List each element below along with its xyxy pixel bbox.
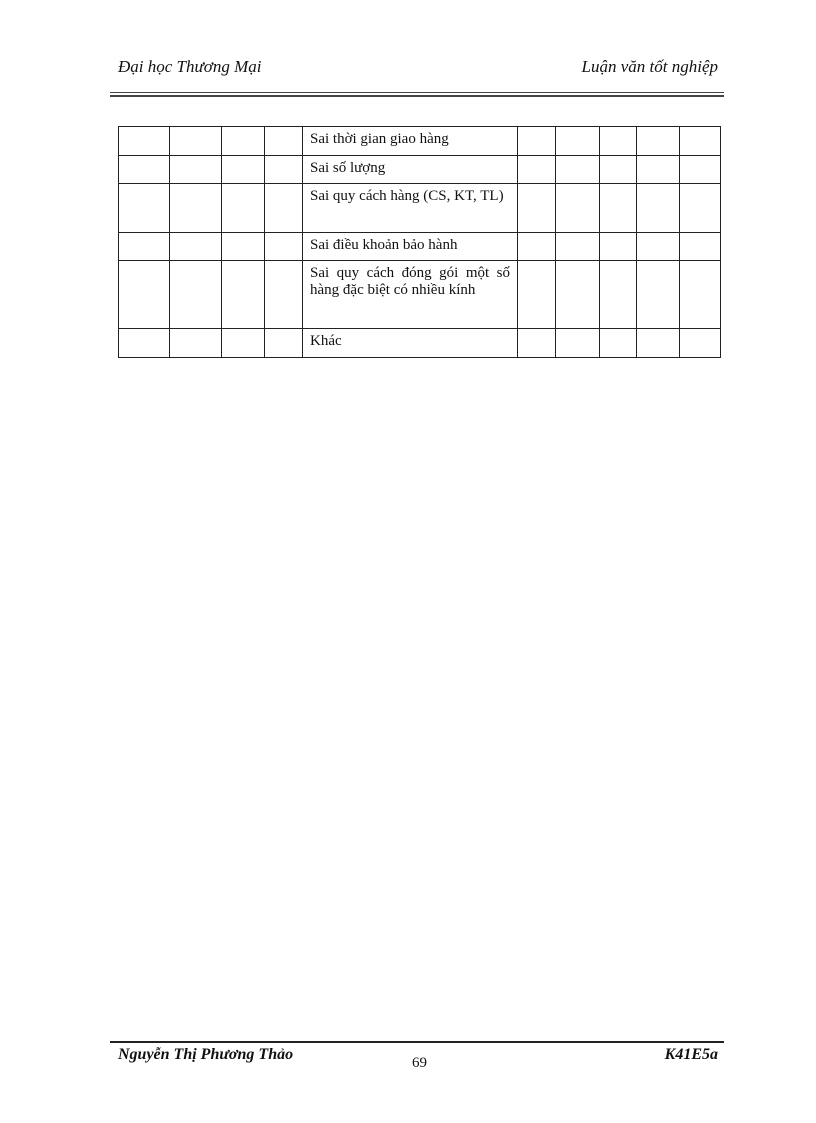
empty-cell [556,127,600,156]
empty-cell [518,156,556,184]
empty-cell [637,127,680,156]
criterion-cell: Sai điều khoản bảo hành [303,233,518,261]
empty-cell [680,156,721,184]
empty-cell [600,127,637,156]
empty-cell [119,233,170,261]
empty-cell [265,184,303,233]
empty-cell [222,329,265,358]
criterion-cell: Sai thời gian giao hàng [303,127,518,156]
empty-cell [600,156,637,184]
criterion-cell: Sai số lượng [303,156,518,184]
empty-cell [222,156,265,184]
empty-cell [518,184,556,233]
empty-cell [600,329,637,358]
empty-cell [680,233,721,261]
table-row [119,329,721,358]
empty-cell [222,233,265,261]
empty-cell [518,261,556,329]
empty-cell [170,329,222,358]
empty-cell [556,329,600,358]
empty-cell [600,184,637,233]
header-rule-thick [110,95,724,97]
footer-class-code: K41E5a [664,1046,718,1063]
table-row [119,127,721,156]
empty-cell [518,329,556,358]
table-row [119,156,721,184]
empty-cell [518,233,556,261]
empty-cell [222,261,265,329]
empty-cell [637,261,680,329]
footer-rule [110,1041,724,1043]
empty-cell [222,184,265,233]
header-document-type: Luận văn tốt nghiệp [581,57,718,76]
empty-cell [119,329,170,358]
empty-cell [119,156,170,184]
empty-cell [265,261,303,329]
header-university: Đại học Thương Mại [118,57,262,76]
empty-cell [637,156,680,184]
empty-cell [680,184,721,233]
table-body [119,127,721,358]
empty-cell [265,156,303,184]
table-row [119,184,721,233]
footer-author: Nguyễn Thị Phương Thảo [118,1046,294,1063]
criterion-cell: Khác [303,329,518,358]
empty-cell [680,329,721,358]
empty-cell [265,127,303,156]
empty-cell [170,127,222,156]
empty-cell [680,127,721,156]
empty-cell [556,261,600,329]
empty-cell [222,127,265,156]
header-rule [110,92,724,93]
page-number: 69 [412,1055,427,1071]
empty-cell [170,261,222,329]
empty-cell [637,184,680,233]
empty-cell [556,233,600,261]
empty-cell [637,329,680,358]
empty-cell [170,233,222,261]
empty-cell [680,261,721,329]
empty-cell [556,184,600,233]
table-row [119,233,721,261]
empty-cell [119,261,170,329]
criterion-cell: Sai quy cách hàng (CS, KT, TL) [303,184,518,233]
empty-cell [600,261,637,329]
empty-cell [119,127,170,156]
empty-cell [170,156,222,184]
empty-cell [265,233,303,261]
criterion-cell: Sai quy cách đóng gói một số hàng đặc biệt có nhiều kính [303,261,518,329]
empty-cell [265,329,303,358]
empty-cell [119,184,170,233]
empty-cell [518,127,556,156]
table-row [119,261,721,329]
empty-cell [637,233,680,261]
empty-cell [170,184,222,233]
empty-cell [556,156,600,184]
evaluation-table [118,126,721,358]
empty-cell [600,233,637,261]
